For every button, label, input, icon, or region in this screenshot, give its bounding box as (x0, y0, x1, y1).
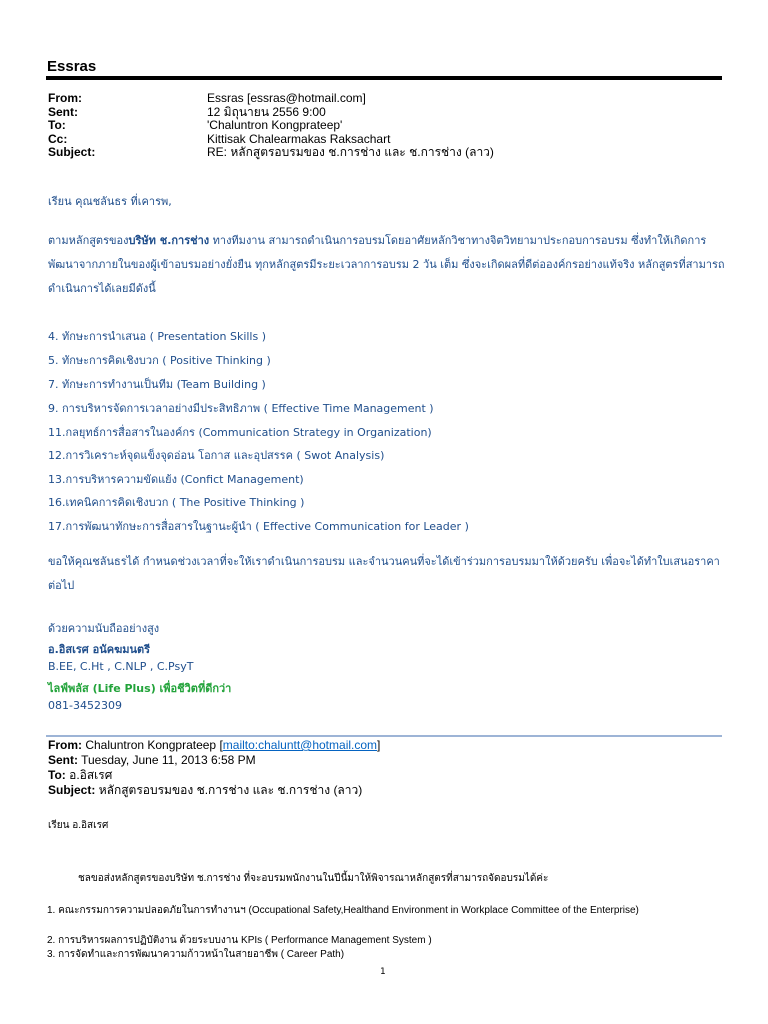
from-value: Essras [essras@hotmail.com] (207, 91, 366, 105)
intro-company: บริษัท ช.การช่าง (128, 234, 210, 247)
fw-body: ชลขอส่งหลักสูตรของบริษัท ช.การช่าง ที่จะอบรมพนักงานในปีนี้มาให้พิจารณาหลักสูตรที่สามารถจัดอบรมได้ค่ะ (78, 873, 549, 884)
fw-list-item: 3. การจัดทำและการพัฒนาความก้าวหน้าในสายอาชีพ ( Career Path) (47, 949, 345, 960)
sender-name: Essras (47, 58, 97, 75)
fw-email-link[interactable]: mailto:chaluntt@hotmail.com (222, 738, 378, 752)
fw-to-label: To: (48, 768, 66, 782)
request-paragraph: ขอให้คุณชลันธรได้ กำหนดช่วงเวลาที่จะให้เราดำเนินการอบรม และจำนวนคนที่จะได้เข้าร่วมการอบรมมาให้ด้วยครับ เพื่อจะได้ทำใบเสนอราคาต่อไป (48, 555, 720, 592)
fw-subject-value: หลักสูตรอบรมของ ช.การช่าง และ ช.การช่าง (ลาว) (98, 783, 363, 797)
fw-sent-label: Sent: (48, 753, 78, 767)
fw-greeting: เรียน อ.อิสเรศ (48, 820, 109, 831)
cc-label: Cc: (48, 131, 68, 146)
fw-from-label: From: (48, 738, 82, 752)
fw-subject-line (48, 784, 362, 798)
header-rule (46, 76, 722, 80)
signature-name: อ.อิสเรศ อนัคฆมนตรี (48, 643, 151, 656)
intro-paragraph (48, 229, 728, 301)
course-item: 7. ทักษะการทำงานเป็นทีม (Team Building ) (48, 378, 266, 391)
course-item: 17.การพัฒนาทักษะการสื่อสารในฐานะผู้นำ ( Effective Communication for Leader ) (48, 520, 469, 533)
closing: ด้วยความนับถืออย่างสูง (48, 622, 160, 635)
course-item: 13.การบริหารความขัดแย้ง (Confict Management) (48, 473, 304, 486)
fw-from-name: Chaluntron Kongprateep [ (85, 738, 223, 752)
page-number: 1 (380, 967, 386, 977)
course-item: 4. ทักษะการนำเสนอ ( Presentation Skills ) (48, 330, 267, 343)
signature-brand: ไลฟ์พลัส (Life Plus) เพื่อชีวิตที่ดีกว่า (48, 682, 232, 695)
course-item: 5. ทักษะการคิดเชิงบวก ( Positive Thinking ) (48, 354, 271, 367)
course-item: 12.การวิเคราะห์จุดแข็งจุดอ่อน โอกาส และอุปสรรค ( Swot Analysis) (48, 449, 385, 462)
sent-label: Sent: (48, 104, 78, 119)
intro-prefix: ตามหลักสูตรของ (48, 234, 129, 247)
sent-value: 12 มิถุนายน 2556 9:00 (207, 104, 326, 119)
fw-from-line (48, 739, 380, 753)
fw-to-value: อ.อิสเรศ (69, 768, 113, 782)
course-item: 9. การบริหารจัดการเวลาอย่างมีประสิทธิภาพ ( Effective Time Management ) (48, 402, 434, 415)
fw-from-close: ] (377, 738, 381, 752)
signature-credentials: B.EE, C.Ht , C.NLP , C.PsyT (48, 660, 194, 673)
greeting: เรียน คุณชลันธร ที่เคารพ, (48, 195, 172, 208)
cc-value: Kittisak Chalearmakas Raksachart (207, 131, 391, 146)
forward-divider (46, 735, 722, 737)
signature-phone: 081-3452309 (48, 699, 122, 712)
to-value: 'Chaluntron Kongprateep' (207, 118, 343, 132)
subject-label: Subject: (48, 145, 96, 159)
subject-value: RE: หลักสูตรอบรมของ ช.การช่าง และ ช.การช่าง (ลาว) (207, 145, 494, 159)
fw-sent-line (48, 754, 256, 768)
to-label: To: (48, 118, 66, 132)
course-item: 16.เทคนิคการคิดเชิงบวก ( The Positive Thinking ) (48, 496, 305, 509)
from-label: From: (48, 91, 82, 105)
fw-list-item: 1. คณะกรรมการความปลอดภัยในการทำงานฯ (Occupational Safety,Healthand Environment in Workplace Committee of the Enterprise) (47, 905, 639, 916)
fw-sent-value: Tuesday, June 11, 2013 6:58 PM (81, 753, 256, 767)
fw-subject-label: Subject: (48, 783, 96, 797)
fw-list-item: 2. การบริหารผลการปฏิบัติงาน ด้วยระบบงาน KPIs ( Performance Management System ) (47, 935, 432, 946)
intro-rest: ทางทีมงาน สามารถดำเนินการอบรมโดยอาศัยหลักวิชาทางจิตวิทยามาประกอบการอบรม ซึ่งทำให้เกิดการพัฒนาจากภายในของผู้เข้าอบรมอย่างยั่งยืน ทุกหลักสูตรมีระยะเวลาการอบรม 2 วัน เต็ม ซึ่งจะเกิดผลที่ดีต่อองค์กรอย่างแท้จริง หลักสูตรที่สามารถดำเนินการได้เลยมีดังนี้ (48, 234, 725, 295)
course-item: 11.กลยุทธ์การสื่อสารในองค์กร (Communication Strategy in Organization) (48, 426, 432, 439)
fw-to-line (48, 769, 112, 783)
